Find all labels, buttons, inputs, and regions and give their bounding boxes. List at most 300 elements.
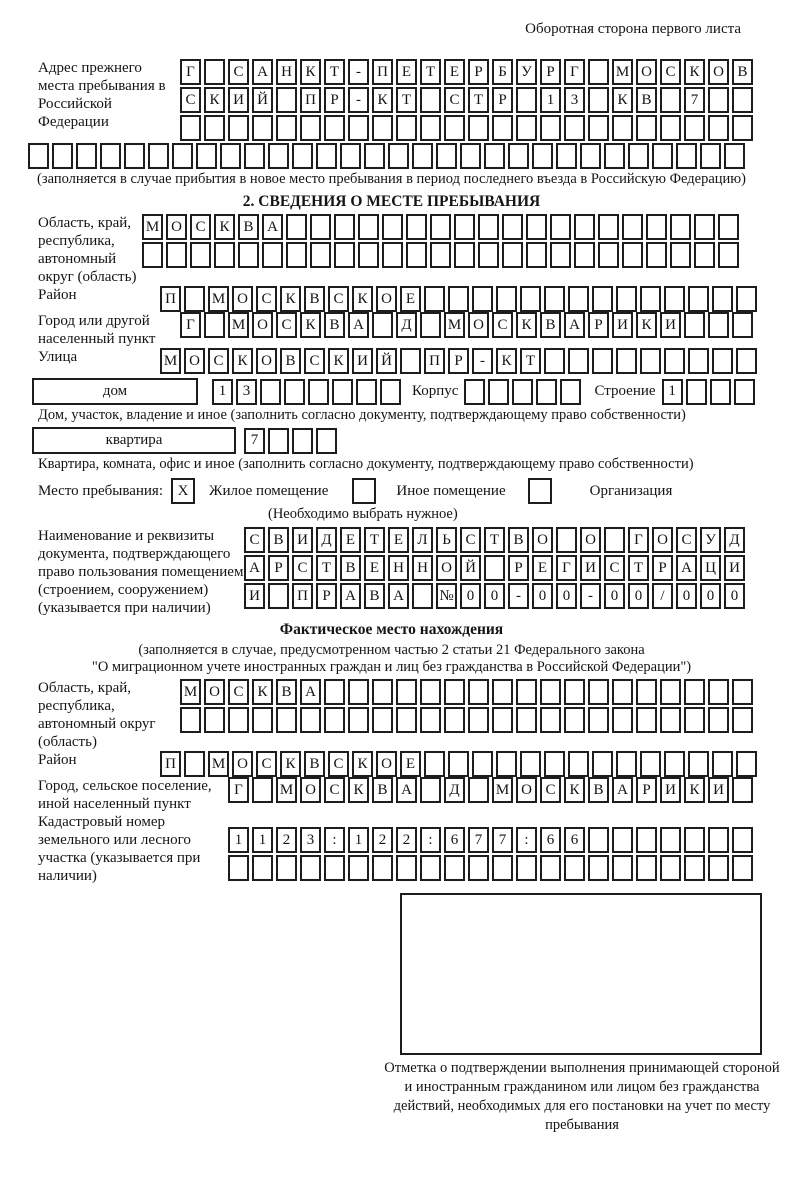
char-box[interactable]: В bbox=[732, 59, 753, 85]
char-box[interactable]: Е bbox=[444, 59, 465, 85]
char-box[interactable]: Е bbox=[400, 751, 421, 777]
char-box[interactable]: 0 bbox=[676, 583, 697, 609]
char-box[interactable] bbox=[670, 214, 691, 240]
char-box[interactable] bbox=[588, 87, 609, 113]
char-box[interactable] bbox=[636, 679, 657, 705]
char-box[interactable] bbox=[228, 707, 249, 733]
char-box[interactable] bbox=[520, 286, 541, 312]
char-box[interactable] bbox=[468, 679, 489, 705]
char-box[interactable] bbox=[580, 143, 601, 169]
char-box[interactable]: С bbox=[208, 348, 229, 374]
char-box[interactable] bbox=[420, 855, 441, 881]
char-box[interactable]: К bbox=[636, 312, 657, 338]
char-box[interactable]: В bbox=[304, 286, 325, 312]
char-box[interactable] bbox=[676, 143, 697, 169]
char-box[interactable] bbox=[684, 827, 705, 853]
char-box[interactable]: К bbox=[204, 87, 225, 113]
char-box[interactable] bbox=[468, 777, 489, 803]
char-box[interactable] bbox=[420, 707, 441, 733]
char-box[interactable] bbox=[324, 679, 345, 705]
char-box[interactable] bbox=[420, 679, 441, 705]
char-box[interactable]: М bbox=[492, 777, 513, 803]
char-box[interactable]: 0 bbox=[532, 583, 553, 609]
char-box[interactable]: К bbox=[352, 751, 373, 777]
char-box[interactable]: Р bbox=[492, 87, 513, 113]
char-box[interactable] bbox=[260, 379, 281, 405]
char-box[interactable] bbox=[396, 679, 417, 705]
char-box[interactable]: В bbox=[238, 214, 259, 240]
char-box[interactable] bbox=[382, 242, 403, 268]
char-box[interactable] bbox=[732, 777, 753, 803]
char-box[interactable]: Т bbox=[484, 527, 505, 553]
char-box[interactable]: А bbox=[300, 679, 321, 705]
char-box[interactable] bbox=[646, 214, 667, 240]
char-box[interactable] bbox=[214, 242, 235, 268]
char-box[interactable] bbox=[444, 855, 465, 881]
char-box[interactable]: С bbox=[604, 555, 625, 581]
char-box[interactable] bbox=[184, 286, 205, 312]
char-box[interactable] bbox=[732, 679, 753, 705]
char-box[interactable] bbox=[268, 143, 289, 169]
char-box[interactable] bbox=[492, 679, 513, 705]
char-box[interactable] bbox=[592, 286, 613, 312]
char-box[interactable]: М bbox=[228, 312, 249, 338]
char-box[interactable] bbox=[732, 855, 753, 881]
char-box[interactable]: О bbox=[232, 751, 253, 777]
char-box[interactable] bbox=[540, 679, 561, 705]
char-box[interactable] bbox=[252, 707, 273, 733]
char-box[interactable]: И bbox=[660, 312, 681, 338]
char-box[interactable]: О bbox=[436, 555, 457, 581]
char-box[interactable]: 1 bbox=[662, 379, 683, 405]
char-box[interactable] bbox=[516, 707, 537, 733]
char-box[interactable] bbox=[334, 214, 355, 240]
char-box[interactable] bbox=[660, 707, 681, 733]
char-box[interactable]: К bbox=[564, 777, 585, 803]
char-box[interactable]: - bbox=[580, 583, 601, 609]
char-box[interactable]: Р bbox=[508, 555, 529, 581]
char-box[interactable] bbox=[604, 143, 625, 169]
char-box[interactable] bbox=[604, 527, 625, 553]
char-box[interactable] bbox=[588, 59, 609, 85]
char-box[interactable] bbox=[612, 679, 633, 705]
char-box[interactable] bbox=[712, 348, 733, 374]
char-box[interactable] bbox=[244, 143, 265, 169]
char-box[interactable]: С bbox=[276, 312, 297, 338]
char-box[interactable]: - bbox=[472, 348, 493, 374]
char-box[interactable]: Е bbox=[340, 527, 361, 553]
char-box[interactable] bbox=[300, 707, 321, 733]
char-box[interactable] bbox=[652, 143, 673, 169]
char-box[interactable]: С bbox=[180, 87, 201, 113]
char-box[interactable]: О bbox=[300, 777, 321, 803]
char-box[interactable] bbox=[406, 242, 427, 268]
char-box[interactable] bbox=[478, 242, 499, 268]
char-box[interactable] bbox=[540, 115, 561, 141]
char-box[interactable] bbox=[568, 751, 589, 777]
char-box[interactable]: С bbox=[244, 527, 265, 553]
char-box[interactable] bbox=[324, 115, 345, 141]
char-box[interactable]: Т bbox=[316, 555, 337, 581]
char-box[interactable]: П bbox=[424, 348, 445, 374]
char-box[interactable] bbox=[420, 115, 441, 141]
char-box[interactable]: К bbox=[300, 59, 321, 85]
char-box[interactable]: Р bbox=[588, 312, 609, 338]
char-box[interactable] bbox=[340, 143, 361, 169]
char-box[interactable] bbox=[550, 214, 571, 240]
char-box[interactable] bbox=[166, 242, 187, 268]
char-box[interactable]: М bbox=[444, 312, 465, 338]
char-box[interactable]: И bbox=[352, 348, 373, 374]
char-box[interactable]: № bbox=[436, 583, 457, 609]
char-box[interactable] bbox=[732, 707, 753, 733]
char-box[interactable]: - bbox=[348, 59, 369, 85]
char-box[interactable]: К bbox=[612, 87, 633, 113]
char-box[interactable]: Т bbox=[324, 59, 345, 85]
char-box[interactable] bbox=[310, 242, 331, 268]
char-box[interactable] bbox=[388, 143, 409, 169]
char-box[interactable] bbox=[708, 855, 729, 881]
char-box[interactable] bbox=[684, 115, 705, 141]
char-box[interactable] bbox=[516, 855, 537, 881]
char-box[interactable]: М bbox=[208, 751, 229, 777]
char-box[interactable] bbox=[616, 286, 637, 312]
char-box[interactable]: К bbox=[352, 286, 373, 312]
char-box[interactable]: И bbox=[580, 555, 601, 581]
char-box[interactable] bbox=[484, 143, 505, 169]
char-box[interactable] bbox=[598, 214, 619, 240]
char-box[interactable] bbox=[636, 115, 657, 141]
char-box[interactable] bbox=[588, 707, 609, 733]
char-box[interactable]: О bbox=[232, 286, 253, 312]
char-box[interactable]: О bbox=[516, 777, 537, 803]
char-box[interactable]: К bbox=[684, 777, 705, 803]
char-box[interactable] bbox=[310, 214, 331, 240]
char-box[interactable] bbox=[556, 527, 577, 553]
char-box[interactable]: 0 bbox=[484, 583, 505, 609]
char-box[interactable]: Г bbox=[228, 777, 249, 803]
char-box[interactable] bbox=[204, 59, 225, 85]
char-box[interactable]: А bbox=[348, 312, 369, 338]
char-box[interactable] bbox=[464, 379, 485, 405]
char-box[interactable] bbox=[616, 348, 637, 374]
char-box[interactable] bbox=[324, 855, 345, 881]
char-box[interactable] bbox=[358, 214, 379, 240]
organization-checkbox[interactable] bbox=[528, 478, 552, 504]
char-box[interactable]: Й bbox=[376, 348, 397, 374]
char-box[interactable] bbox=[124, 143, 145, 169]
char-box[interactable]: В bbox=[372, 777, 393, 803]
char-box[interactable]: С bbox=[328, 286, 349, 312]
char-box[interactable] bbox=[550, 242, 571, 268]
char-box[interactable]: Й bbox=[460, 555, 481, 581]
char-box[interactable]: М bbox=[160, 348, 181, 374]
char-box[interactable]: 0 bbox=[724, 583, 745, 609]
char-box[interactable]: В bbox=[588, 777, 609, 803]
char-box[interactable] bbox=[516, 87, 537, 113]
char-box[interactable] bbox=[472, 751, 493, 777]
char-box[interactable]: С bbox=[292, 555, 313, 581]
char-box[interactable] bbox=[622, 214, 643, 240]
char-box[interactable] bbox=[372, 312, 393, 338]
char-box[interactable]: И bbox=[292, 527, 313, 553]
char-box[interactable] bbox=[520, 751, 541, 777]
char-box[interactable] bbox=[348, 115, 369, 141]
char-box[interactable] bbox=[308, 379, 329, 405]
char-box[interactable]: О bbox=[468, 312, 489, 338]
char-box[interactable] bbox=[544, 348, 565, 374]
char-box[interactable]: Д bbox=[444, 777, 465, 803]
char-box[interactable] bbox=[544, 751, 565, 777]
char-box[interactable] bbox=[276, 87, 297, 113]
char-box[interactable] bbox=[622, 242, 643, 268]
char-box[interactable] bbox=[660, 87, 681, 113]
char-box[interactable]: О bbox=[580, 527, 601, 553]
char-box[interactable]: С bbox=[328, 751, 349, 777]
char-box[interactable] bbox=[732, 87, 753, 113]
char-box[interactable]: О bbox=[184, 348, 205, 374]
char-box[interactable] bbox=[612, 827, 633, 853]
char-box[interactable]: О bbox=[636, 59, 657, 85]
char-box[interactable] bbox=[400, 348, 421, 374]
char-box[interactable] bbox=[700, 143, 721, 169]
char-box[interactable] bbox=[76, 143, 97, 169]
char-box[interactable]: К bbox=[214, 214, 235, 240]
char-box[interactable] bbox=[284, 379, 305, 405]
house-type-box[interactable]: дом bbox=[32, 378, 198, 405]
char-box[interactable]: Ь bbox=[436, 527, 457, 553]
char-box[interactable] bbox=[712, 286, 733, 312]
char-box[interactable] bbox=[660, 855, 681, 881]
char-box[interactable] bbox=[560, 379, 581, 405]
char-box[interactable] bbox=[568, 286, 589, 312]
char-box[interactable] bbox=[252, 777, 273, 803]
char-box[interactable]: Ц bbox=[700, 555, 721, 581]
char-box[interactable]: О bbox=[166, 214, 187, 240]
char-box[interactable] bbox=[180, 707, 201, 733]
char-box[interactable] bbox=[544, 286, 565, 312]
char-box[interactable]: : bbox=[324, 827, 345, 853]
char-box[interactable] bbox=[616, 751, 637, 777]
char-box[interactable] bbox=[380, 379, 401, 405]
char-box[interactable]: 3 bbox=[300, 827, 321, 853]
char-box[interactable]: 0 bbox=[556, 583, 577, 609]
char-box[interactable]: 0 bbox=[628, 583, 649, 609]
char-box[interactable] bbox=[220, 143, 241, 169]
char-box[interactable] bbox=[684, 855, 705, 881]
char-box[interactable] bbox=[684, 312, 705, 338]
char-box[interactable] bbox=[478, 214, 499, 240]
char-box[interactable]: Р bbox=[636, 777, 657, 803]
char-box[interactable] bbox=[568, 348, 589, 374]
char-box[interactable]: Б bbox=[492, 59, 513, 85]
char-box[interactable] bbox=[204, 115, 225, 141]
char-box[interactable] bbox=[430, 242, 451, 268]
char-box[interactable] bbox=[736, 286, 757, 312]
char-box[interactable] bbox=[588, 679, 609, 705]
residential-checkbox[interactable]: X bbox=[171, 478, 195, 504]
char-box[interactable] bbox=[636, 855, 657, 881]
char-box[interactable] bbox=[484, 555, 505, 581]
char-box[interactable] bbox=[372, 707, 393, 733]
char-box[interactable] bbox=[268, 583, 289, 609]
char-box[interactable] bbox=[448, 286, 469, 312]
char-box[interactable]: О bbox=[256, 348, 277, 374]
char-box[interactable]: - bbox=[348, 87, 369, 113]
char-box[interactable]: К bbox=[300, 312, 321, 338]
char-box[interactable]: А bbox=[388, 583, 409, 609]
char-box[interactable] bbox=[292, 143, 313, 169]
char-box[interactable] bbox=[540, 855, 561, 881]
char-box[interactable]: П bbox=[300, 87, 321, 113]
char-box[interactable]: - bbox=[508, 583, 529, 609]
char-box[interactable] bbox=[588, 827, 609, 853]
char-box[interactable]: 7 bbox=[492, 827, 513, 853]
char-box[interactable]: Р bbox=[448, 348, 469, 374]
char-box[interactable]: О bbox=[204, 679, 225, 705]
char-box[interactable] bbox=[204, 312, 225, 338]
char-box[interactable] bbox=[660, 827, 681, 853]
char-box[interactable]: О bbox=[376, 751, 397, 777]
char-box[interactable]: 7 bbox=[244, 428, 265, 454]
char-box[interactable]: 1 bbox=[348, 827, 369, 853]
char-box[interactable] bbox=[424, 751, 445, 777]
char-box[interactable] bbox=[468, 707, 489, 733]
char-box[interactable]: К bbox=[372, 87, 393, 113]
char-box[interactable] bbox=[612, 855, 633, 881]
char-box[interactable] bbox=[430, 214, 451, 240]
char-box[interactable] bbox=[688, 348, 709, 374]
char-box[interactable]: В bbox=[540, 312, 561, 338]
char-box[interactable] bbox=[436, 143, 457, 169]
char-box[interactable] bbox=[496, 286, 517, 312]
char-box[interactable] bbox=[252, 855, 273, 881]
char-box[interactable]: С bbox=[324, 777, 345, 803]
char-box[interactable]: С bbox=[256, 751, 277, 777]
char-box[interactable]: В bbox=[340, 555, 361, 581]
char-box[interactable]: У bbox=[700, 527, 721, 553]
char-box[interactable]: Т bbox=[520, 348, 541, 374]
char-box[interactable] bbox=[592, 348, 613, 374]
char-box[interactable] bbox=[420, 312, 441, 338]
char-box[interactable] bbox=[574, 242, 595, 268]
char-box[interactable]: : bbox=[420, 827, 441, 853]
char-box[interactable]: Р bbox=[268, 555, 289, 581]
char-box[interactable]: О bbox=[252, 312, 273, 338]
char-box[interactable]: Г bbox=[180, 59, 201, 85]
char-box[interactable] bbox=[640, 286, 661, 312]
char-box[interactable] bbox=[556, 143, 577, 169]
char-box[interactable] bbox=[364, 143, 385, 169]
char-box[interactable]: В bbox=[304, 751, 325, 777]
char-box[interactable]: Д bbox=[724, 527, 745, 553]
char-box[interactable] bbox=[286, 242, 307, 268]
char-box[interactable] bbox=[300, 855, 321, 881]
char-box[interactable] bbox=[204, 707, 225, 733]
char-box[interactable]: С bbox=[228, 679, 249, 705]
char-box[interactable] bbox=[636, 827, 657, 853]
char-box[interactable] bbox=[708, 115, 729, 141]
char-box[interactable] bbox=[348, 679, 369, 705]
char-box[interactable]: Е bbox=[396, 59, 417, 85]
char-box[interactable] bbox=[688, 286, 709, 312]
char-box[interactable] bbox=[396, 707, 417, 733]
char-box[interactable] bbox=[732, 115, 753, 141]
char-box[interactable] bbox=[636, 707, 657, 733]
char-box[interactable] bbox=[420, 87, 441, 113]
char-box[interactable] bbox=[492, 855, 513, 881]
char-box[interactable] bbox=[492, 707, 513, 733]
char-box[interactable]: С bbox=[492, 312, 513, 338]
char-box[interactable] bbox=[190, 242, 211, 268]
char-box[interactable] bbox=[694, 214, 715, 240]
char-box[interactable] bbox=[694, 242, 715, 268]
char-box[interactable]: С bbox=[460, 527, 481, 553]
char-box[interactable] bbox=[348, 707, 369, 733]
char-box[interactable]: В bbox=[268, 527, 289, 553]
char-box[interactable] bbox=[268, 428, 289, 454]
char-box[interactable] bbox=[564, 707, 585, 733]
char-box[interactable]: О bbox=[376, 286, 397, 312]
char-box[interactable] bbox=[684, 679, 705, 705]
char-box[interactable]: И bbox=[724, 555, 745, 581]
char-box[interactable]: К bbox=[516, 312, 537, 338]
char-box[interactable] bbox=[472, 286, 493, 312]
char-box[interactable] bbox=[712, 751, 733, 777]
char-box[interactable] bbox=[420, 777, 441, 803]
char-box[interactable] bbox=[316, 428, 337, 454]
char-box[interactable]: С bbox=[660, 59, 681, 85]
char-box[interactable]: 2 bbox=[276, 827, 297, 853]
char-box[interactable] bbox=[718, 242, 739, 268]
char-box[interactable]: Д bbox=[316, 527, 337, 553]
char-box[interactable] bbox=[142, 242, 163, 268]
char-box[interactable]: А bbox=[612, 777, 633, 803]
char-box[interactable]: М bbox=[208, 286, 229, 312]
char-box[interactable]: И bbox=[244, 583, 265, 609]
char-box[interactable]: Р bbox=[540, 59, 561, 85]
char-box[interactable]: С bbox=[304, 348, 325, 374]
char-box[interactable] bbox=[276, 115, 297, 141]
char-box[interactable] bbox=[564, 115, 585, 141]
char-box[interactable] bbox=[358, 242, 379, 268]
char-box[interactable]: К bbox=[328, 348, 349, 374]
char-box[interactable]: 0 bbox=[700, 583, 721, 609]
char-box[interactable]: 0 bbox=[604, 583, 625, 609]
char-box[interactable]: И bbox=[708, 777, 729, 803]
char-box[interactable] bbox=[444, 707, 465, 733]
char-box[interactable] bbox=[660, 115, 681, 141]
char-box[interactable] bbox=[468, 855, 489, 881]
char-box[interactable]: М bbox=[276, 777, 297, 803]
char-box[interactable]: И bbox=[612, 312, 633, 338]
char-box[interactable] bbox=[180, 115, 201, 141]
char-box[interactable] bbox=[718, 214, 739, 240]
char-box[interactable] bbox=[708, 679, 729, 705]
char-box[interactable] bbox=[52, 143, 73, 169]
char-box[interactable] bbox=[100, 143, 121, 169]
char-box[interactable]: Г bbox=[180, 312, 201, 338]
char-box[interactable]: 1 bbox=[228, 827, 249, 853]
char-box[interactable]: В bbox=[508, 527, 529, 553]
char-box[interactable]: Л bbox=[412, 527, 433, 553]
char-box[interactable] bbox=[684, 707, 705, 733]
char-box[interactable] bbox=[286, 214, 307, 240]
char-box[interactable] bbox=[708, 87, 729, 113]
char-box[interactable]: А bbox=[340, 583, 361, 609]
char-box[interactable] bbox=[526, 242, 547, 268]
char-box[interactable]: В bbox=[276, 679, 297, 705]
